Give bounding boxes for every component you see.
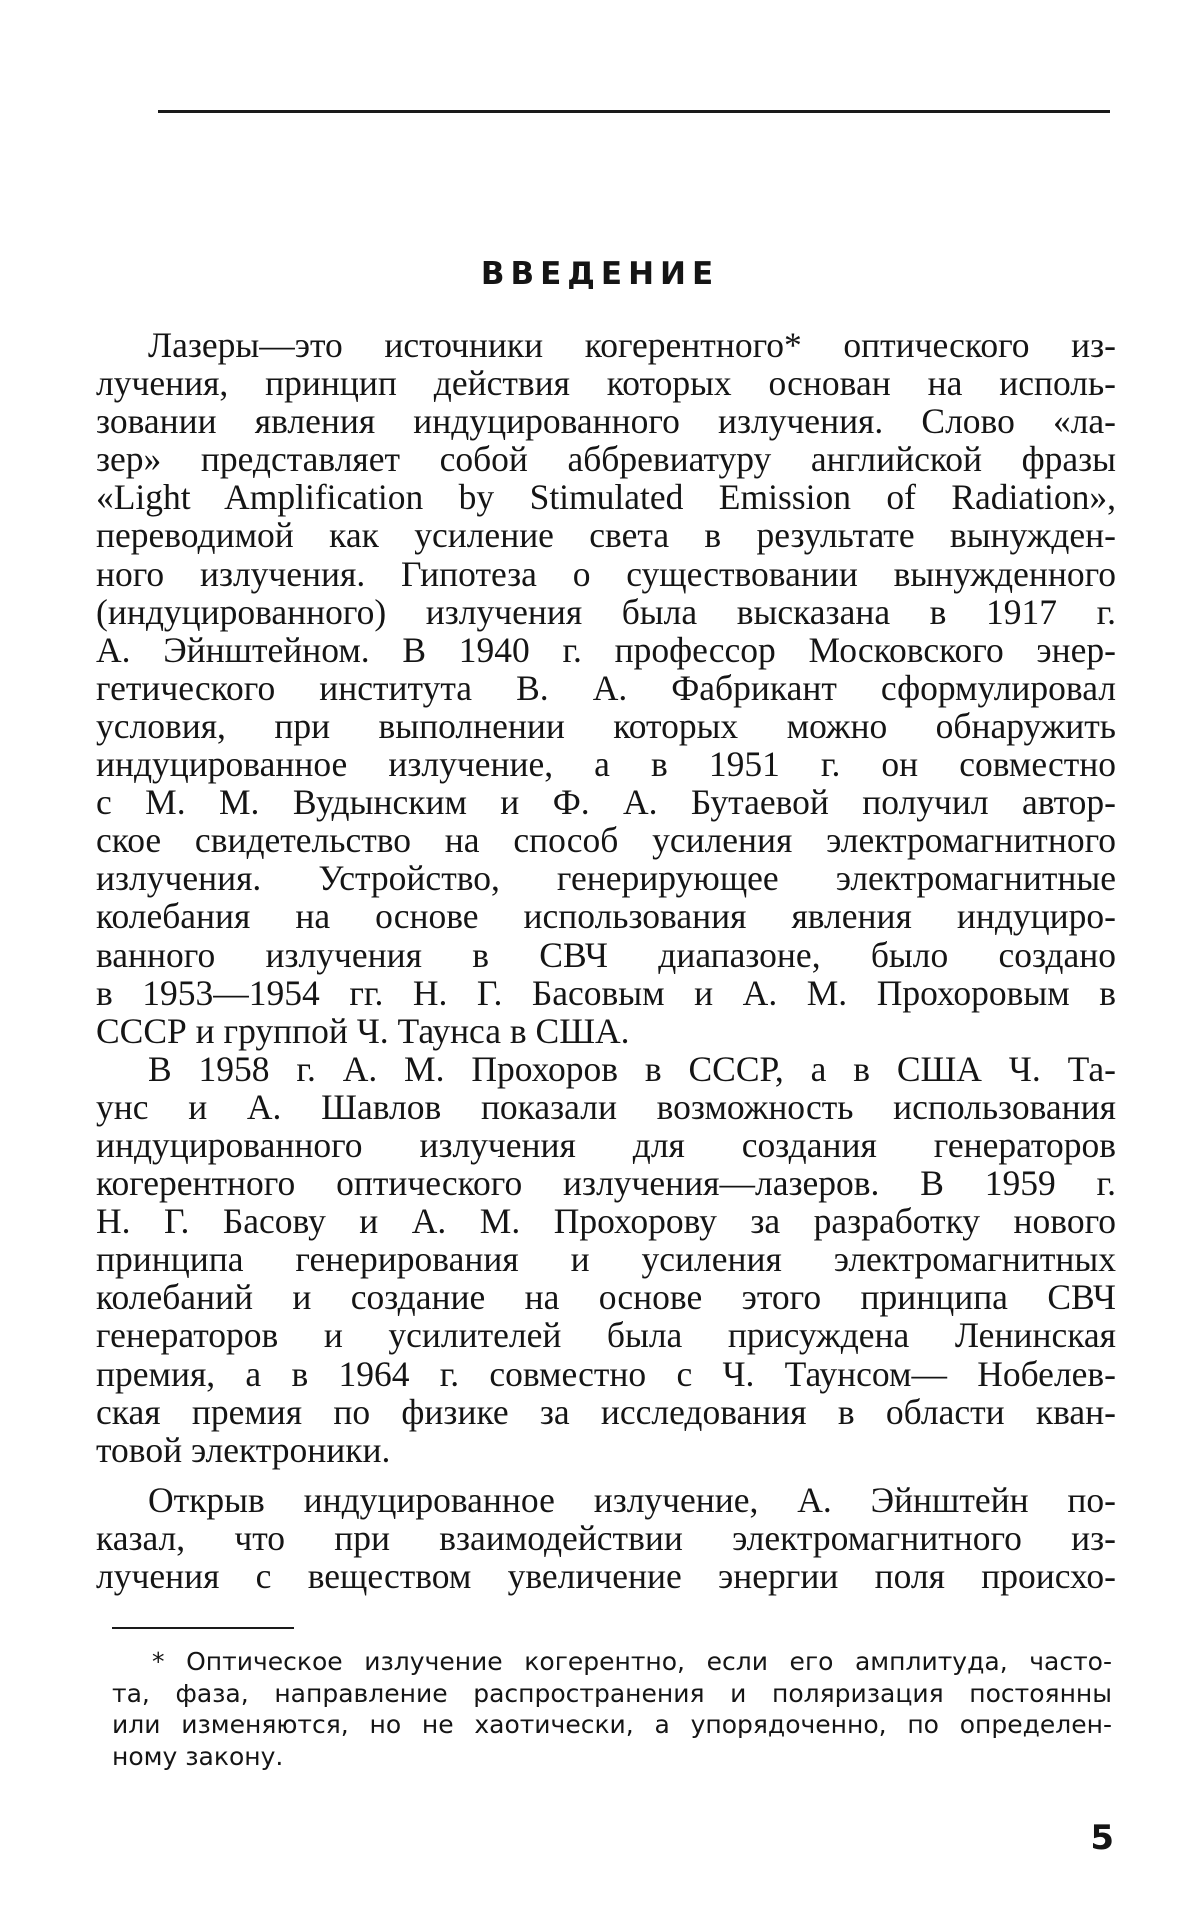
text-line: условия, при выполнении которых можно обнаружить xyxy=(96,705,1116,746)
top-rule xyxy=(158,110,1110,113)
footnote-line: та, фаза, направление распространения и поляризация постоянны xyxy=(112,1678,1112,1708)
text-line: зовании явления индуцированного излучения. Слово «ла- xyxy=(96,401,1116,442)
text-line: ного излучения. Гипотеза о существовании вынужденного xyxy=(96,553,1116,594)
text-line: «Light Amplification by Stimulated Emission of Radiation», xyxy=(96,477,1116,518)
text-line: ское свидетельство на способ усиления электромагнитного xyxy=(96,820,1116,861)
footnote-line: * Оптическое излучение когерентно, если его амплитуда, часто- xyxy=(152,1647,1112,1676)
text-line: с М. М. Вудынским и Ф. А. Бутаевой получил автор- xyxy=(96,782,1116,823)
text-line: принципа генерирования и усиления электромагнитных xyxy=(96,1239,1116,1280)
text-line: СССР и группой Ч. Таунса в США. xyxy=(96,1010,630,1051)
text-line: лучения, принцип действия которых основан на исполь- xyxy=(96,363,1116,404)
text-line: колебания на основе использования явления индуциро- xyxy=(96,896,1116,937)
text-line: казал, что при взаимодействии электромагнитного из- xyxy=(96,1517,1116,1558)
paragraph-3 xyxy=(96,1481,1116,1595)
body-text xyxy=(96,326,1116,1595)
text-line: ская премия по физике за исследования в области кван- xyxy=(96,1391,1116,1432)
text-line: премия, а в 1964 г. совместно с Ч. Таунсом— Нобелев- xyxy=(96,1353,1116,1394)
text-line: индуцированного излучения для создания генераторов xyxy=(96,1124,1116,1165)
text-line: зер» представляет собой аббревиатуру английской фразы xyxy=(96,439,1116,480)
text-line: (индуцированного) излучения была высказана в 1917 г. xyxy=(96,591,1116,632)
text-line: товой электроники. xyxy=(96,1429,391,1470)
footnote-line: ному закону. xyxy=(112,1741,284,1771)
text-line: Открыв индуцированное излучение, А. Эйнштейн по- xyxy=(148,1479,1116,1520)
paragraph-1 xyxy=(96,326,1116,1050)
text-line: А. Эйнштейном. В 1940 г. профессор Московского энер- xyxy=(96,629,1116,670)
text-line: генераторов и усилителей была присуждена Ленинская xyxy=(96,1315,1116,1356)
page-number: 5 xyxy=(1090,1818,1114,1858)
section-heading: ВВЕДЕНИЕ xyxy=(480,256,720,292)
text-line: переводимой как усиление света в результате вынужден- xyxy=(96,515,1116,556)
text-line: колебаний и создание на основе этого принципа СВЧ xyxy=(96,1277,1116,1318)
text-line: Лазеры—это источники когерентного* оптического из- xyxy=(148,325,1116,365)
text-line: индуцированное излучение, а в 1951 г. он совместно xyxy=(96,744,1116,785)
footnote xyxy=(112,1646,1112,1772)
text-line: в 1953—1954 гг. Н. Г. Басовым и А. М. Прохоровым в xyxy=(96,972,1116,1013)
footnote-line: или изменяются, но не хаотически, а упорядоченно, по определен- xyxy=(112,1710,1112,1739)
paragraph-2 xyxy=(96,1050,1116,1469)
text-line: лучения с веществом увеличение энергии поля происхо- xyxy=(96,1556,1116,1596)
text-line: унс и А. Шавлов показали возможность использования xyxy=(96,1086,1116,1127)
text-line: Н. Г. Басову и А. М. Прохорову за разработку нового xyxy=(96,1201,1116,1242)
text-line: гетического института В. А. Фабрикант сформулировал xyxy=(96,667,1116,708)
text-line: В 1958 г. А. М. Прохоров в СССР, а в США Ч. Та- xyxy=(148,1048,1116,1089)
text-line: излучения. Устройство, генерирующее электромагнитные xyxy=(96,858,1116,899)
text-line: когерентного оптического излучения—лазеров. В 1959 г. xyxy=(96,1163,1116,1204)
footnote-rule xyxy=(112,1627,294,1629)
text-line: ванного излучения в СВЧ диапазоне, было создано xyxy=(96,934,1116,975)
